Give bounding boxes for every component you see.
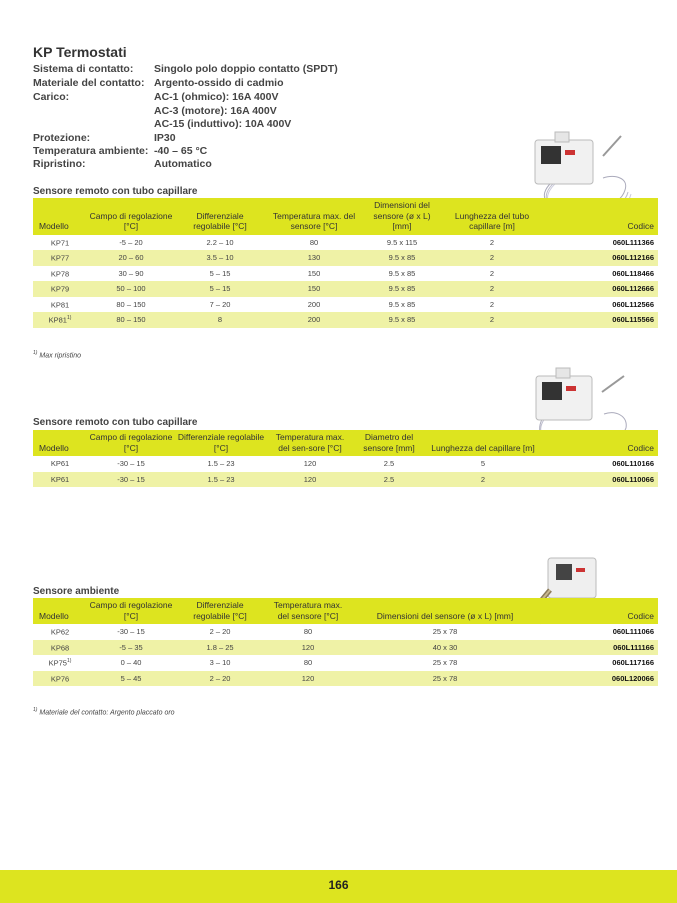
table-cell: 25 x 78 [432,658,458,668]
table-cell: 2 [441,281,543,297]
column-header: Campo di regolazione [°C] [87,598,175,624]
table-cell: 80 – 150 [87,312,175,328]
table-header-row [33,198,658,235]
table-cell: 120 [267,472,353,488]
column-header: Lunghezza del tubo capillare [m] [441,198,543,235]
section-heading-remote-1: Sensore remoto con tubo capillare [33,186,198,197]
spec-value: IP30 [154,132,176,144]
column-header: Codice [543,198,658,235]
table-cell: 9.5 x 115 [386,237,418,247]
column-header: Diametro del sensore [mm] [353,430,425,456]
code-cell: 060L112666 [543,281,658,297]
table-header-row [33,430,658,456]
table-cell: 80 [309,237,319,247]
code-cell: 060L110166 [612,459,654,469]
code-cell: 060L117166 [612,658,654,668]
table-cell: 50 – 100 [87,281,175,297]
model-cell: KP81$^{1)}$ [33,312,87,328]
table-cell: 80 – 150 [116,299,146,309]
table-cell: 9.5 x 85 [388,299,416,309]
code-cell: 060L111366 [612,237,654,247]
model-cell: KP61 [33,472,87,488]
table-row [33,297,658,313]
model-cell: KP68 [33,640,87,656]
table-cell: 2.5 [353,472,425,488]
page-title: KP Termostati [33,44,127,60]
spec-value: Automatico [154,158,212,170]
table-cell: 1.5 – 23 [175,472,267,488]
column-header: Temperatura max. del sen-sore [°C] [267,430,353,456]
table-cell: 25 x 78 [351,671,539,687]
spec-label: Carico: [33,91,70,103]
column-header: Modello [33,430,87,456]
spec-value: AC-15 (induttivo): 10A 400V [154,118,292,130]
model-cell: KP62 [50,627,70,637]
model-cell: KP75$^{1)}$ [48,658,72,668]
table-footnote: $^{1)}$ Materiale del contatto: Argento placcato oro [33,707,175,717]
table-cell: 2 [425,472,541,488]
table-cell: 40 x 30 [351,640,539,656]
model-cell: KP81 [50,300,70,309]
table-cell: -30 – 15 [87,472,175,488]
table-cell: 200 [307,299,321,309]
spec-value: Singolo polo doppio contatto (SPDT) [154,63,338,75]
code-cell: 060L112566 [612,299,654,309]
column-header: Differenziale regolabile [°C] [175,198,265,235]
table-cell: 5 – 15 [175,281,265,297]
model-cell: KP77 [33,250,87,266]
table-cell: 2 [489,268,495,278]
column-header: Modello [33,598,87,624]
code-cell: 060L120066 [539,671,658,687]
table-row [33,472,658,488]
model-cell: KP79 [33,281,87,297]
section-heading-room: Sensore ambiente [33,586,120,597]
model-cell: KP61 [50,459,70,469]
table-cell: 25 x 78 [432,627,458,637]
table-row [33,250,658,266]
table-cell: 2.5 [383,459,395,469]
column-header: Dimensioni del sensore (ø x L) [mm] [363,198,441,235]
table-cell: 9.5 x 85 [363,250,441,266]
model-cell: KP71 [50,238,70,247]
table-cell: 9.5 x 85 [363,281,441,297]
table-row [33,671,658,687]
code-cell: 060L118466 [612,268,654,278]
table-cell: 2 – 20 [175,671,265,687]
code-cell: 060L110066 [541,472,658,488]
table-cell: 9.5 x 85 [388,268,416,278]
column-header: Lunghezza del capillare [m] [425,430,541,456]
code-cell: 060L111166 [539,640,658,656]
table-cell: 130 [265,250,363,266]
column-header: Differenziale regolabile [°C] [175,598,265,624]
table-header-row [33,598,658,624]
table-cell: 150 [265,281,363,297]
table-cell: 1.8 – 25 [175,640,265,656]
column-header: Campo di regolazione [°C] [87,198,175,235]
table-cell: 8 [175,312,265,328]
spec-label: Sistema di contatto: [33,63,134,75]
model-cell: KP78 [50,269,70,278]
model-cell: KP76 [33,671,87,687]
table-row [33,624,658,640]
remote-sensor-table-1 [33,198,658,328]
spec-label: Ripristino: [33,158,86,170]
table-cell: 2.2 – 10 [206,237,234,247]
table-cell: 7 – 20 [209,299,231,309]
table-cell: 2 [489,237,495,247]
table-cell: 80 [303,627,313,637]
table-footnote: $^{1)}$ Max ripristino [33,350,82,360]
column-header: Campo di regolazione [°C] [87,430,175,456]
table-cell: 2 [489,299,495,309]
spec-label: Protezione: [33,132,91,144]
table-cell: 2 [441,250,543,266]
column-header: Temperatura max. del sensore [°C] [265,598,351,624]
table-row [33,655,658,671]
table-cell: 80 [303,658,313,668]
table-cell: 200 [265,312,363,328]
code-cell: 060L115566 [543,312,658,328]
section-heading-remote-2: Sensore remoto con tubo capillare [33,417,198,428]
table-cell: 9.5 x 85 [363,312,441,328]
page-number: 166 [328,878,349,892]
table-cell: -30 – 15 [117,459,145,469]
column-header: Codice [541,430,658,456]
spec-label: Materiale del contatto: [33,77,145,89]
spec-value: -40 – 65 °C [154,145,208,157]
table-cell: 5 – 45 [87,671,175,687]
table-row [33,266,658,282]
table-cell: -5 – 35 [87,640,175,656]
page-footer [0,870,677,903]
table-cell: 5 – 15 [209,268,231,278]
table-cell: 120 [303,459,317,469]
column-header: Differenziale regolabile [°C] [175,430,267,456]
table-row [33,281,658,297]
table-cell: 0 – 40 [120,658,142,668]
code-cell: 060L111066 [612,627,654,637]
table-row [33,456,658,472]
table-row [33,640,658,656]
table-cell: 120 [265,671,351,687]
table-cell: 30 – 90 [118,268,144,278]
remote-sensor-table-2 [33,430,658,487]
table-cell: 150 [307,268,321,278]
table-cell: 20 – 60 [87,250,175,266]
spec-value: AC-3 (motore): 16A 400V [154,104,277,117]
table-cell: 5 [480,459,486,469]
table-row [33,312,658,328]
table-cell: 2 – 20 [209,627,231,637]
table-row [33,235,658,251]
column-header: Temperatura max. del sensore [°C] [265,198,363,235]
table-cell: 1.5 – 23 [207,459,235,469]
spec-value: Argento-ossido di cadmio [154,77,284,89]
table-cell: 120 [265,640,351,656]
table-cell: -30 – 15 [117,627,145,637]
table-cell: -5 – 20 [119,237,143,247]
code-cell: 060L112166 [543,250,658,266]
column-header: Dimensioni del sensore (ø x L) [mm] [351,598,539,624]
room-sensor-table [33,598,658,686]
table-cell: 3.5 – 10 [175,250,265,266]
table-cell: 3 – 10 [209,658,231,668]
table-cell: 2 [441,312,543,328]
spec-value: AC-1 (ohmico): 16A 400V [154,91,279,103]
column-header: Modello [33,198,87,235]
spec-label: Temperatura ambiente: [33,145,149,157]
column-header: Codice [539,598,658,624]
